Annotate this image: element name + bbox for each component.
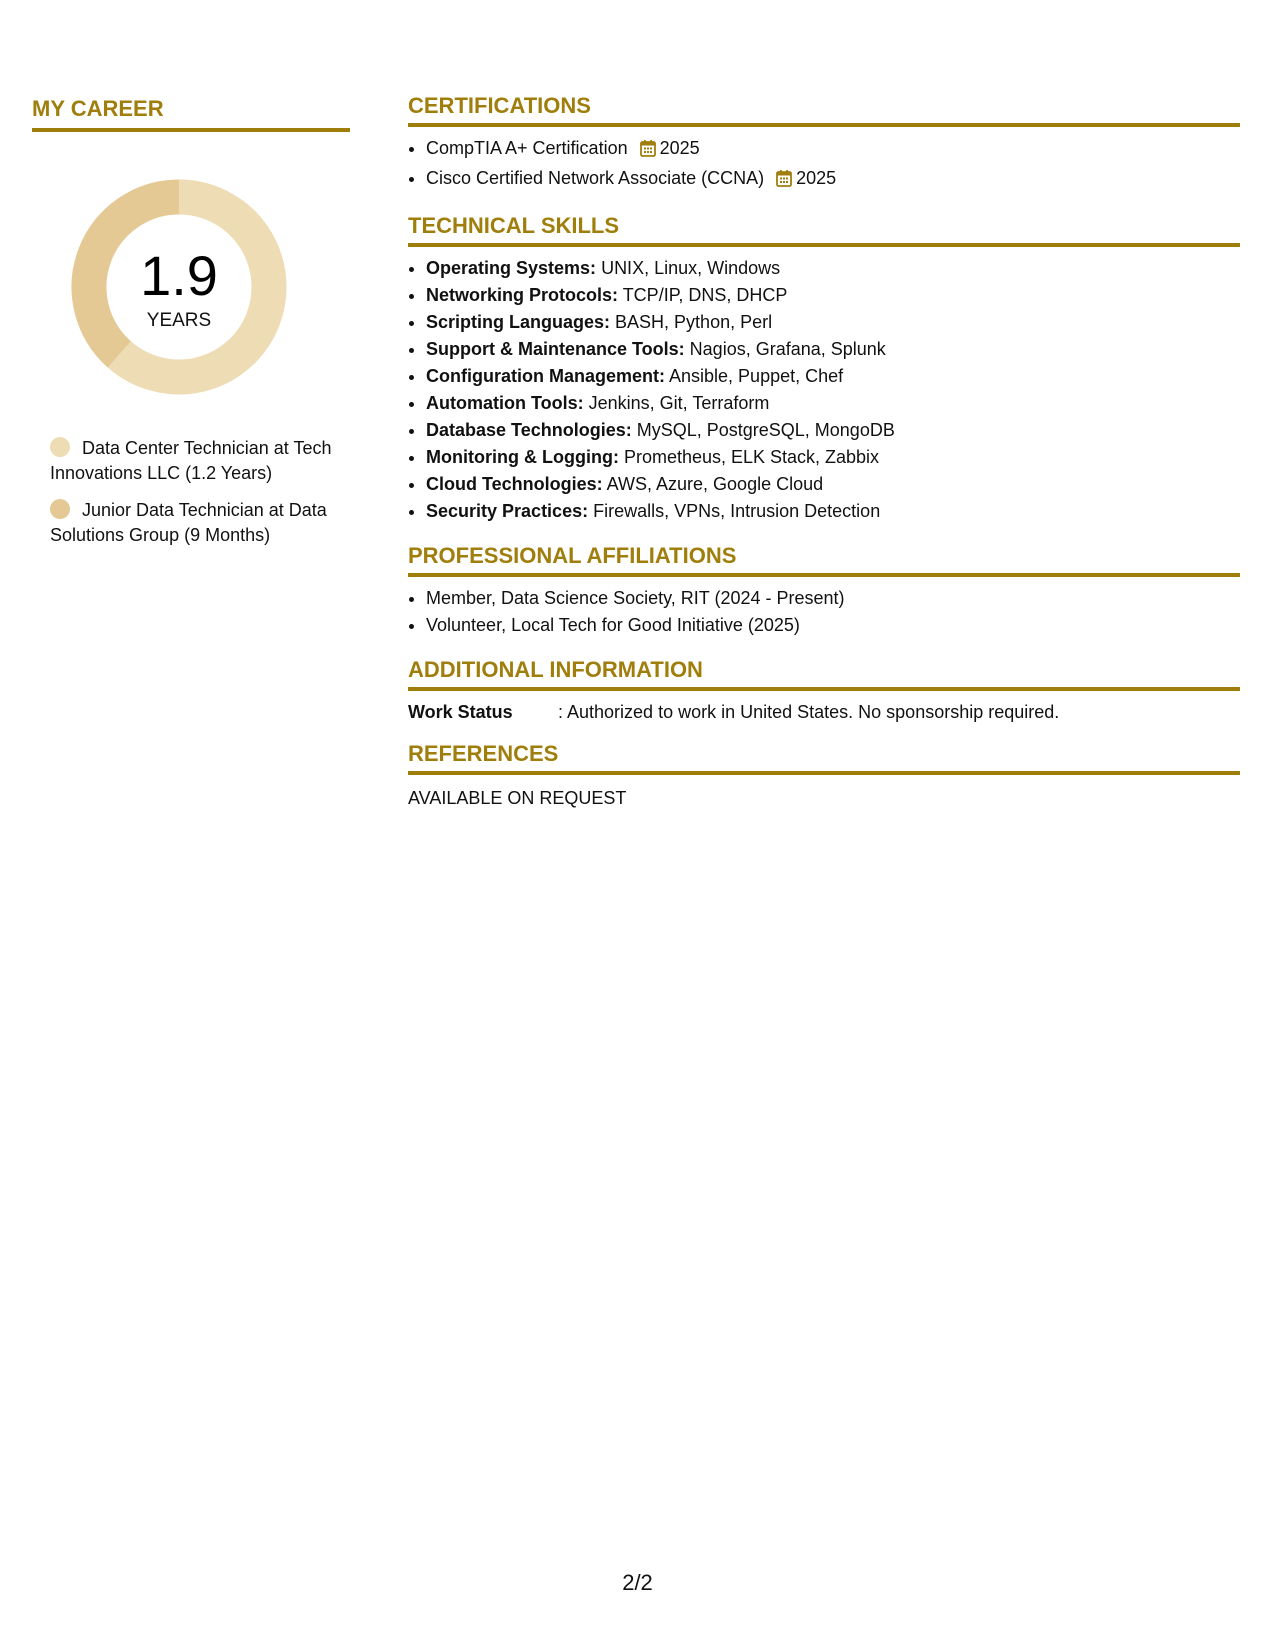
work-status-label: Work Status xyxy=(408,702,513,722)
career-legend-text: Data Center Technician at Tech Innovations LLC (1.2 Years) xyxy=(50,438,332,483)
skill-item xyxy=(426,417,1240,444)
skill-value: AWS, Azure, Google Cloud xyxy=(602,474,824,494)
certification-year: 2025 xyxy=(659,138,700,158)
skill-label: Cloud Technologies: xyxy=(426,474,603,494)
skill-label: Security Practices: xyxy=(426,501,589,521)
skill-value: UNIX, Linux, Windows xyxy=(596,258,781,278)
references-text: AVAILABLE ON REQUEST xyxy=(408,788,627,808)
certification-item xyxy=(426,135,1240,165)
skill-item xyxy=(426,498,1240,525)
career-donut-chart xyxy=(66,174,292,400)
technical-skills-heading: TECHNICAL SKILLS xyxy=(408,213,1240,247)
technical-skills-section xyxy=(408,213,1240,525)
skill-value: Ansible, Puppet, Chef xyxy=(665,366,844,386)
certification-item xyxy=(426,165,1240,195)
skill-item xyxy=(426,309,1240,336)
calendar-icon xyxy=(776,168,792,195)
skill-value: Prometheus, ELK Stack, Zabbix xyxy=(618,447,880,467)
skill-value: BASH, Python, Perl xyxy=(610,312,773,332)
main-column xyxy=(408,93,1240,811)
skill-item xyxy=(426,336,1240,363)
career-legend-item xyxy=(50,498,350,548)
career-legend-text: Junior Data Technician at Data Solutions Group (9 Months) xyxy=(50,500,327,545)
skill-item xyxy=(426,444,1240,471)
skill-item xyxy=(426,282,1240,309)
skill-item xyxy=(426,471,1240,498)
certifications-list xyxy=(408,135,1240,195)
career-column xyxy=(32,96,350,560)
certification-name: CompTIA A+ Certification xyxy=(426,138,628,158)
skill-label: Database Technologies: xyxy=(426,420,632,440)
work-status-row xyxy=(408,699,1240,725)
skill-value: Jenkins, Git, Terraform xyxy=(583,393,770,413)
career-heading: MY CAREER xyxy=(32,96,350,132)
skill-value: TCP/IP, DNS, DHCP xyxy=(618,285,788,305)
skill-label: Scripting Languages: xyxy=(426,312,611,332)
affiliation-item: • Member, Data Science Society, RIT (2024 - Present) xyxy=(426,585,1240,612)
affiliations-section xyxy=(408,543,1240,639)
additional-info-heading: ADDITIONAL INFORMATION xyxy=(408,657,1240,691)
skill-item xyxy=(426,363,1240,390)
affiliations-list xyxy=(408,585,1240,639)
certifications-heading: CERTIFICATIONS xyxy=(408,93,1240,127)
career-total-years: 1.9 xyxy=(140,244,218,307)
skill-value: MySQL, PostgreSQL, MongoDB xyxy=(631,420,895,440)
affiliations-heading: PROFESSIONAL AFFILIATIONS xyxy=(408,543,1240,577)
certification-name: Cisco Certified Network Associate (CCNA) xyxy=(426,168,765,188)
certification-year: 2025 xyxy=(796,168,837,188)
skill-label: Configuration Management: xyxy=(426,366,665,386)
references-heading: REFERENCES xyxy=(408,741,1240,775)
skills-list xyxy=(408,255,1240,525)
skill-label: Automation Tools: xyxy=(426,393,584,413)
skill-item xyxy=(426,390,1240,417)
calendar-icon xyxy=(640,138,656,165)
references-section xyxy=(408,741,1240,811)
skill-label: Networking Protocols: xyxy=(426,285,619,305)
affiliation-item: • Volunteer, Local Tech for Good Initiative (2025) xyxy=(426,612,1240,639)
skill-value: Firewalls, VPNs, Intrusion Detection xyxy=(588,501,881,521)
legend-dot-icon xyxy=(50,437,70,457)
skill-label: Operating Systems: xyxy=(426,258,597,278)
certifications-section xyxy=(408,93,1240,195)
skill-item xyxy=(426,255,1240,282)
career-total-unit: YEARS xyxy=(146,310,212,331)
legend-dot-icon xyxy=(50,499,70,519)
page-number: 2/2 xyxy=(622,1570,653,1595)
career-legend xyxy=(50,436,350,548)
additional-info-section xyxy=(408,657,1240,725)
work-status-value: : Authorized to work in United States. No sponsorship required. xyxy=(558,702,1060,722)
skill-label: Monitoring & Logging: xyxy=(426,447,619,467)
career-legend-item xyxy=(50,436,350,486)
skill-value: Nagios, Grafana, Splunk xyxy=(684,339,886,359)
skill-label: Support & Maintenance Tools: xyxy=(426,339,685,359)
